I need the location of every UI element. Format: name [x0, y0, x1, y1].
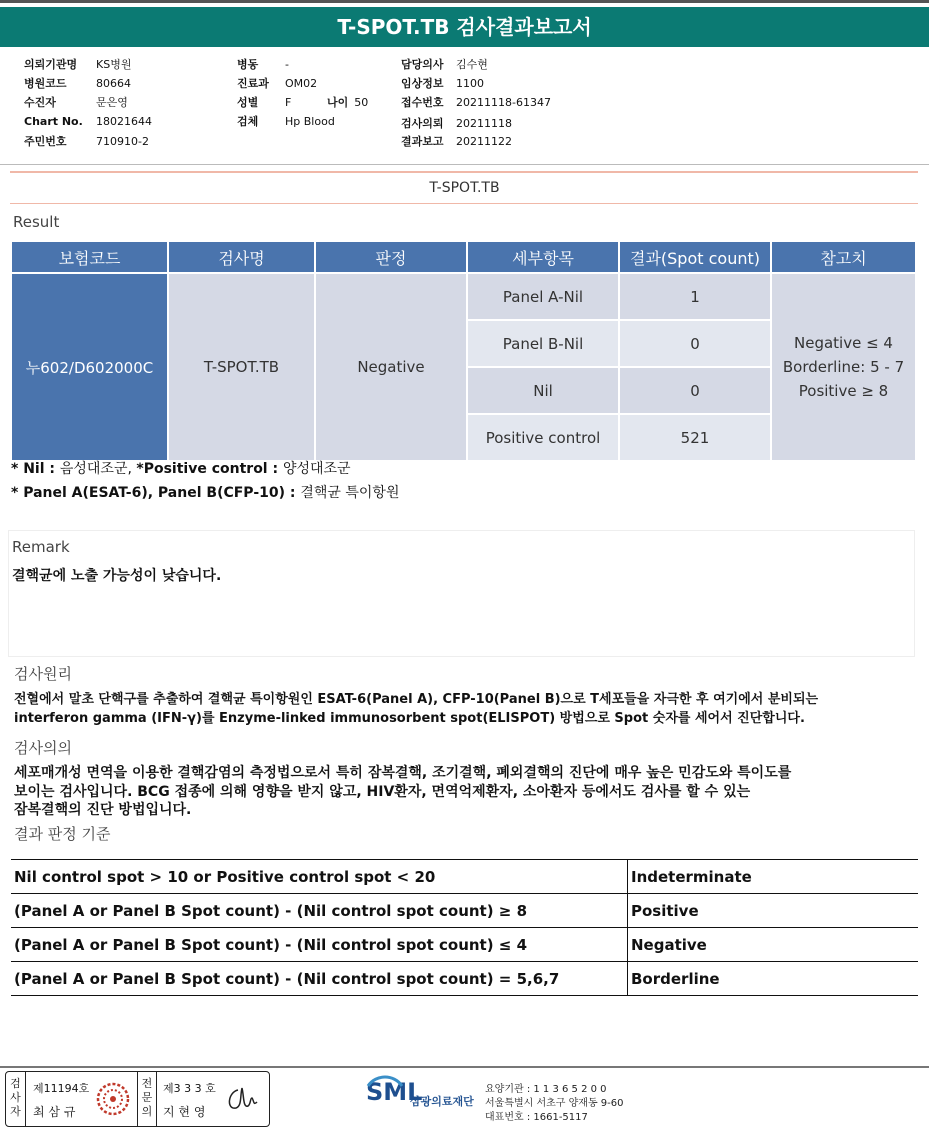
- criteria-table: [11, 859, 918, 996]
- dept-field: 진료과 OM02: [237, 77, 318, 90]
- criteria-condition: (Panel A or Panel B Spot count) - (Nil control spot count) ≤ 4: [11, 928, 628, 962]
- ward-field: 병동 -: [237, 58, 289, 71]
- reviewer-license-no: 제3 3 3 호: [163, 1082, 216, 1095]
- criteria-label: 결과 판정 기준: [14, 825, 111, 843]
- patient-info: [0, 47, 929, 165]
- section-subtitle: T-SPOT.TB: [429, 180, 500, 196]
- clinical-field: 임상정보 1100: [401, 77, 484, 90]
- remark-text: 결핵균에 노출 가능성이 낮습니다.: [12, 568, 222, 584]
- age-field: 나이 50: [327, 96, 369, 109]
- criteria-result: Borderline: [628, 962, 919, 996]
- table-row: [11, 928, 918, 962]
- header-detail-item: 세부항목: [468, 242, 618, 272]
- patient-name-field: 수진자 문은영: [24, 96, 128, 109]
- divider: [10, 203, 918, 204]
- criteria-result: Negative: [628, 928, 919, 962]
- reviewer-name: 지 현 영: [163, 1105, 206, 1119]
- detail-item-cell: Nil: [468, 368, 618, 413]
- result-label: Result: [13, 213, 60, 231]
- reviewer-label: 전 문 의: [137, 1072, 157, 1126]
- divider: [10, 171, 918, 173]
- reference-cell: [772, 274, 915, 460]
- reference-negative: Negative ≤ 4: [794, 334, 893, 352]
- signature-icon: [224, 1082, 264, 1116]
- reference-positive: Positive ≥ 8: [798, 382, 889, 400]
- criteria-result: Indeterminate: [628, 860, 919, 894]
- org-address: 서울특별시 서초구 양재동 9-60: [485, 1098, 624, 1109]
- tester-label: 검 사 자: [6, 1072, 26, 1126]
- detail-item-cell: Panel B-Nil: [468, 321, 618, 366]
- top-border: [0, 0, 929, 3]
- signature-stamp: [5, 1071, 270, 1127]
- insurance-code-cell: 누602/D602000C: [12, 274, 167, 460]
- judgment-cell: Negative: [316, 274, 466, 460]
- result-value-cell: 521: [620, 415, 770, 460]
- org-name: 삼광의료재단: [410, 1095, 474, 1108]
- doctor-field: 담당의사 김수현: [401, 58, 488, 71]
- result-table-header: [12, 242, 915, 272]
- result-table: [10, 240, 917, 462]
- criteria-result: Positive: [628, 894, 919, 928]
- hospital-code-field: 병원코드 80664: [24, 77, 131, 90]
- receipt-field: 접수번호 20211118-61347: [401, 96, 551, 109]
- seal-icon: [94, 1082, 132, 1116]
- result-value-cell: 0: [620, 321, 770, 366]
- remark-label: Remark: [12, 538, 70, 556]
- criteria-condition: (Panel A or Panel B Spot count) - (Nil control spot count) ≥ 8: [11, 894, 628, 928]
- report-date-field: 결과보고 20211122: [401, 135, 512, 148]
- principle-text-line2: interferon gamma (IFN-γ)를 Enzyme-linked immunosorbent spot(ELISPOT) 방법으로 Spot 숫자를 세어서 진단합니다.: [14, 711, 805, 726]
- significance-text-line3: 잠복결핵의 진단 방법입니다.: [14, 802, 192, 818]
- principle-label: 검사원리: [14, 665, 72, 683]
- principle-text-line1: 전혈에서 말초 단핵구를 추출하여 결핵균 특이항원인 ESAT-6(Panel A), CFP-10(Panel B)으로 T세포들을 자극한 후 여기에서 분비되는: [14, 692, 819, 707]
- logo-arc-icon: [366, 1074, 404, 1088]
- detail-item-cell: Positive control: [468, 415, 618, 460]
- detail-item-cell: Panel A-Nil: [468, 274, 618, 319]
- header-judgment: 판정: [316, 242, 466, 272]
- header-result: 결과(Spot count): [620, 242, 770, 272]
- footnote-controls: * Nil : 음성대조군, *Positive control : 양성대조군: [11, 461, 351, 477]
- significance-label: 검사의의: [14, 739, 72, 757]
- chart-no-field: Chart No. 18021644: [24, 115, 152, 128]
- result-value-cell: 0: [620, 368, 770, 413]
- significance-text-line2: 보이는 검사입니다. BCG 접종에 의해 영향을 받지 않고, HIV환자, 면역억제환자, 소아환자 등에서도 검사를 할 수 있는: [14, 784, 751, 800]
- criteria-condition: (Panel A or Panel B Spot count) - (Nil control spot count) = 5,6,7: [11, 962, 628, 996]
- header-reference: 참고치: [772, 242, 915, 272]
- reference-borderline: Borderline: 5 - 7: [782, 358, 905, 376]
- request-date-field: 검사의뢰 20211118: [401, 117, 512, 130]
- specimen-field: 검체 Hp Blood: [237, 115, 335, 128]
- org-code: 요양기관 : 1 1 3 6 5 2 0 0: [485, 1084, 607, 1095]
- table-row: [11, 860, 918, 894]
- id-no-field: 주민번호 710910-2: [24, 135, 149, 148]
- report-title: T-SPOT.TB 검사결과보고서: [0, 7, 929, 47]
- sex-field: 성별 F: [237, 96, 292, 109]
- table-row: [11, 894, 918, 928]
- sml-logo: SML: [366, 1078, 422, 1106]
- header-insurance-code: 보험코드: [12, 242, 167, 272]
- footnote-panels: * Panel A(ESAT-6), Panel B(CFP-10) : 결핵균 특이항원: [11, 485, 400, 501]
- header-test-name: 검사명: [169, 242, 314, 272]
- criteria-condition: Nil control spot > 10 or Positive control spot < 20: [11, 860, 628, 894]
- table-row: [11, 962, 918, 996]
- table-row: [12, 274, 915, 319]
- tester-license-no: 제11194호: [33, 1082, 90, 1095]
- significance-text-line1: 세포매개성 면역을 이용한 결핵감염의 측정법으로서 특히 잠복결핵, 조기결핵, 폐외결핵의 진단에 매우 높은 민감도와 특이도를: [14, 765, 792, 781]
- footer-divider: [0, 1066, 929, 1068]
- result-value-cell: 1: [620, 274, 770, 319]
- tester-name: 최 삼 규: [33, 1105, 76, 1119]
- org-phone: 대표번호 : 1661-5117: [485, 1112, 588, 1123]
- remark-box: [8, 530, 915, 657]
- test-name-cell: T-SPOT.TB: [169, 274, 314, 460]
- institution-field: 의뢰기관명 KS병원: [24, 58, 132, 71]
